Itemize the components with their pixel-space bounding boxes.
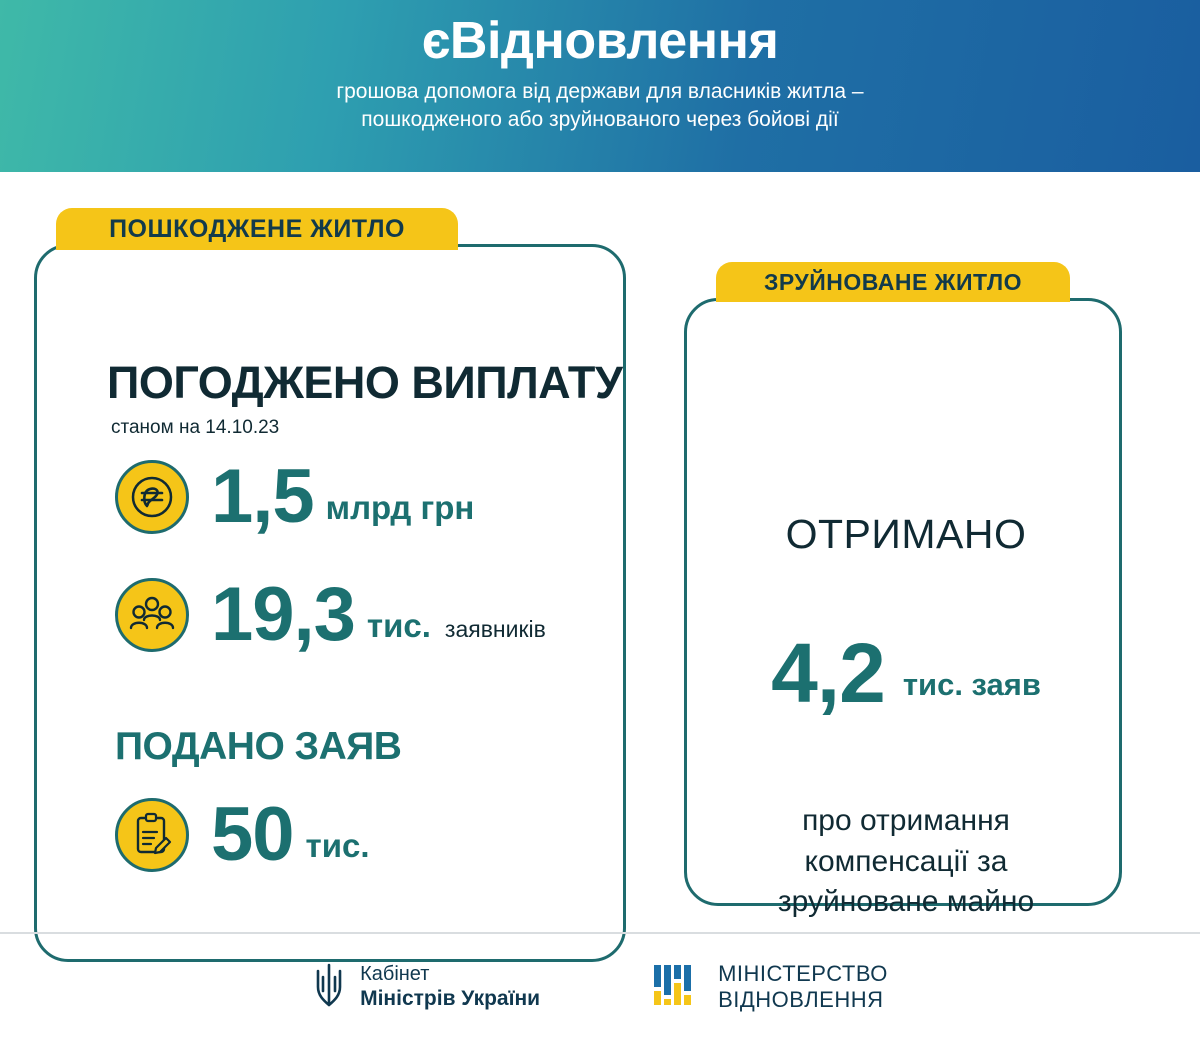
header-subtitle-line2: пошкодженого або зруйнованого через бойові дії <box>361 108 839 132</box>
header-subtitle <box>336 78 863 135</box>
damaged-stat-applicants <box>115 572 546 657</box>
damaged-stat-money <box>115 454 475 539</box>
destroyed-description-line3: зруйноване майно <box>777 885 1035 918</box>
header-banner <box>0 0 1200 172</box>
damaged-heading: ПОГОДЖЕНО ВИПЛАТУ <box>107 357 623 408</box>
damaged-applications-value: 50 <box>211 792 294 877</box>
damaged-stat-applications <box>115 792 370 877</box>
damaged-money-unit: млрд грн <box>325 489 475 526</box>
clipboard-pen-icon <box>115 798 189 872</box>
damaged-subheading: ПОДАНО ЗАЯВ <box>115 725 402 768</box>
destroyed-description-line1: про отримання <box>802 804 1010 837</box>
page-title: єВідновлення <box>421 12 779 70</box>
damaged-applicants-label: заявників <box>444 616 546 642</box>
destroyed-heading: ОТРИМАНО <box>785 511 1027 557</box>
logo-cabinet-text <box>360 962 540 1011</box>
people-group-icon <box>115 578 189 652</box>
destroyed-description <box>687 801 1125 923</box>
ministry-bars-icon <box>652 959 704 1016</box>
damaged-money-value: 1,5 <box>211 454 314 539</box>
header-subtitle-line1: грошова допомога від держави для власників житла – <box>336 79 864 103</box>
damaged-date-label: станом на 14.10.23 <box>111 417 280 438</box>
destroyed-unit: тис. заяв <box>902 667 1041 702</box>
tab-destroyed-housing[interactable]: ЗРУЙНОВАНЕ ЖИТЛО <box>716 262 1070 302</box>
logo-ministry-line2: ВІДНОВЛЕННЯ <box>718 987 884 1012</box>
footer <box>0 932 1200 1040</box>
damaged-applications-unit: тис. <box>305 827 370 864</box>
destroyed-description-line2: компенсації за <box>804 844 1008 878</box>
logo-ministry-line1: МІНІСТЕРСТВО <box>718 960 888 986</box>
destroyed-stat <box>687 626 1125 720</box>
destroyed-housing-card <box>684 298 1122 918</box>
damaged-housing-card <box>34 244 626 962</box>
logo-ministry-of-restoration <box>652 959 888 1016</box>
damaged-applicants-value: 19,3 <box>211 572 355 657</box>
destroyed-value: 4,2 <box>771 626 885 720</box>
logo-cabinet-of-ministers <box>312 961 540 1014</box>
hryvnia-coin-icon <box>115 460 189 534</box>
damaged-applicants-unit: тис. <box>366 607 431 644</box>
logo-ministry-text <box>718 961 888 1014</box>
content-area <box>0 172 1200 932</box>
logo-cabinet-line2: Міністрів України <box>360 987 541 1011</box>
tab-damaged-housing[interactable]: ПОШКОДЖЕНЕ ЖИТЛО <box>56 208 458 250</box>
logo-cabinet-line1: Кабінет <box>360 963 430 986</box>
trident-icon <box>312 961 346 1014</box>
